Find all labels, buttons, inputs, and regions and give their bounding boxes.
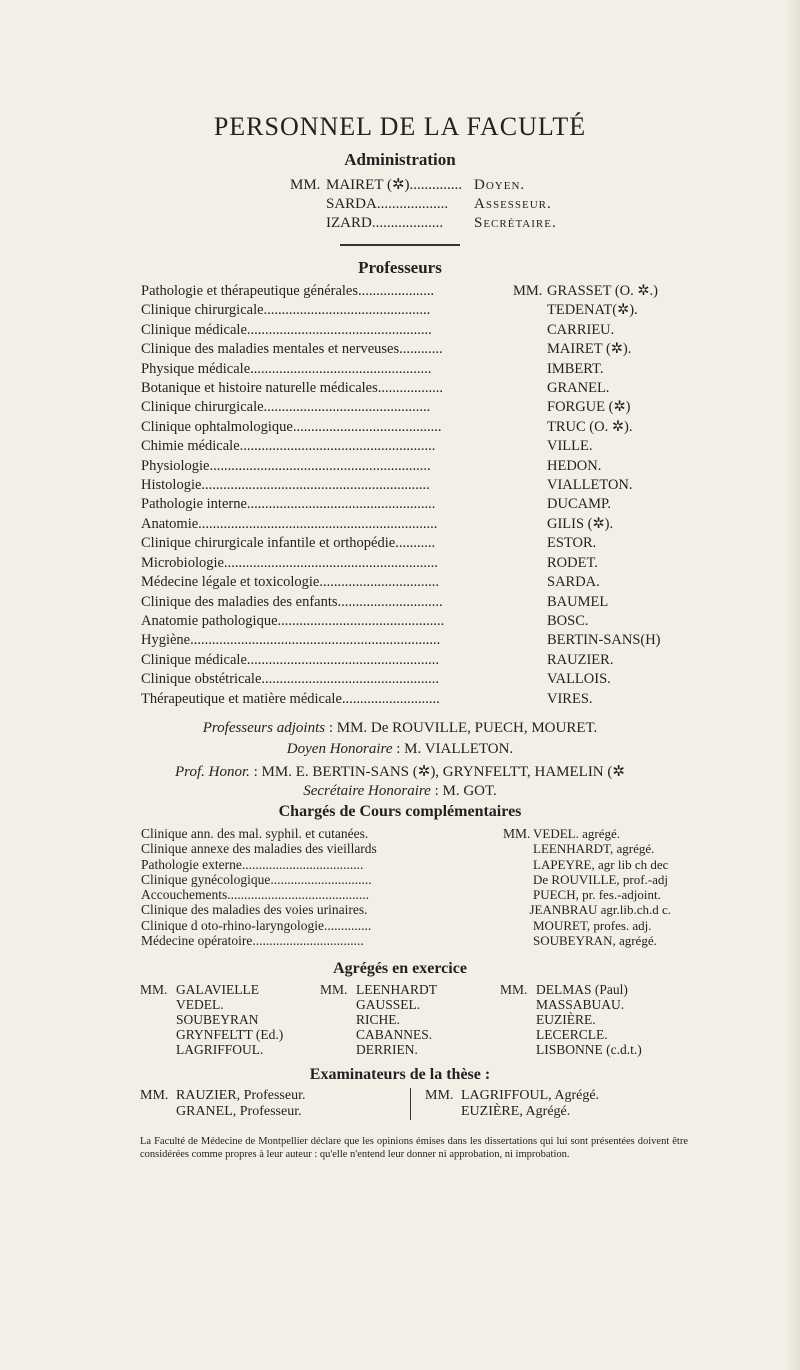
charges-heading: Chargés de Cours complémentaires xyxy=(278,803,522,820)
mm-label: MM. xyxy=(140,982,168,997)
professeur-row xyxy=(141,593,671,612)
professeur-row xyxy=(141,457,671,476)
professeur-name: VALLOIS. xyxy=(547,671,611,688)
chaire-subject: Clinique médicale................................................... xyxy=(141,321,432,338)
cours-subject: Clinique annexe des maladies des vieillards xyxy=(141,841,377,857)
adjoints-names: : MM. De ROUVILLE, PUECH, MOURET. xyxy=(325,720,598,736)
admin-title: Doyen. xyxy=(474,177,526,193)
cours-subject: Clinique ann. des mal. syphil. et cutanées. xyxy=(141,826,369,841)
professeur-name: TEDENAT(✲). xyxy=(547,302,638,319)
professeur-name: RODET. xyxy=(547,554,598,571)
professeur-name: IMBERT. xyxy=(547,360,604,377)
examinateurs-divider xyxy=(410,1088,411,1120)
chaire-subject: Hygiène..................................................................... xyxy=(141,632,441,649)
chaire-subject: Clinique des maladies des enfants............................. xyxy=(141,593,443,610)
agrege-name: SOUBEYRAN xyxy=(176,1012,259,1027)
examinateur-agrege: LAGRIFFOUL, Agrégé. xyxy=(461,1088,600,1103)
agrege-name: CABANNES. xyxy=(356,1027,433,1042)
charge-name: De ROUVILLE, prof.-adj xyxy=(533,871,669,887)
professeur-name: FORGUE (✲) xyxy=(547,399,631,416)
professeur-row xyxy=(141,437,671,456)
administration-list xyxy=(290,176,590,233)
professeur-name: VILLE. xyxy=(547,438,593,455)
mm-label: MM. xyxy=(503,826,531,841)
professeur-name: GRANEL. xyxy=(547,380,610,397)
professeur-row xyxy=(141,476,671,495)
agreges-column xyxy=(500,982,670,1057)
chaire-subject: Physique médicale.................................................. xyxy=(141,360,432,377)
charge-de-cours-row xyxy=(141,857,671,872)
adjoints-label: Professeurs adjoints xyxy=(202,720,326,736)
section-divider xyxy=(340,244,460,246)
professeur-row xyxy=(141,301,671,320)
examinateurs-left xyxy=(140,1088,410,1120)
cours-subject: Clinique d oto-rhino-laryngologie.............. xyxy=(141,917,372,933)
charge-de-cours-row xyxy=(141,902,671,917)
admin-name: MAIRET (✲).............. xyxy=(326,177,463,193)
agreges-column xyxy=(140,982,320,1057)
examinateur-professeur: GRANEL, Professeur. xyxy=(176,1104,302,1119)
professeur-row xyxy=(141,515,671,534)
agreges-grid xyxy=(140,982,670,1057)
doyen-honoraire-label: Doyen Honoraire xyxy=(286,741,393,757)
chaire-subject: Clinique chirurgicale infantile et orthopédie........... xyxy=(141,535,436,552)
professeur-name: VIRES. xyxy=(547,690,593,707)
mm-label: MM. xyxy=(290,177,321,193)
professeur-row xyxy=(141,379,671,398)
admin-name: IZARD................... xyxy=(326,215,444,231)
administration-row xyxy=(290,214,590,233)
chaire-subject: Thérapeutique et matière médicale........................... xyxy=(141,690,440,707)
page-title: PERSONNEL DE LA FACULTÉ xyxy=(213,112,587,141)
administration-heading: Administration xyxy=(344,150,456,169)
agrege-name: DERRIEN. xyxy=(356,1042,418,1057)
chaire-subject: Clinique obstétricale................................................. xyxy=(141,671,440,688)
professeur-name: VIALLETON. xyxy=(547,477,633,494)
charge-name: LAPEYRE, agr lib ch dec xyxy=(533,856,669,872)
professeur-row xyxy=(141,651,671,670)
chaire-subject: Pathologie interne.................................................... xyxy=(141,496,436,513)
chaire-subject: Anatomie pathologique.............................................. xyxy=(141,612,445,629)
professeur-row xyxy=(141,321,671,340)
page-edge-shadow xyxy=(786,0,800,1370)
professeur-name: RAUZIER. xyxy=(547,651,614,668)
charge-name: LEENHARDT, agrégé. xyxy=(533,841,655,857)
professeur-row xyxy=(141,495,671,514)
professeurs-adjoints-line xyxy=(0,720,800,737)
agrege-name: GALAVIELLE xyxy=(176,982,259,997)
mm-label: MM. xyxy=(320,982,348,997)
charge-name: SOUBEYRAN, agrégé. xyxy=(533,933,657,949)
chaire-subject: Anatomie.................................................................. xyxy=(141,515,438,532)
admin-title: Assesseur. xyxy=(474,196,552,212)
faculty-disclaimer: La Faculté de Médecine de Montpellier déclare que les opinions émises dans les dissertations qui lui sont présentées doivent être considérées comme propres à leur auteur : qu'elle n'entend leur donner ni approbation, ni improbation. xyxy=(140,1136,688,1160)
chaire-subject: Physiologie............................................................. xyxy=(141,457,431,474)
professeur-row xyxy=(141,340,671,359)
chaire-subject: Chimie médicale...................................................... xyxy=(141,438,436,455)
agrege-name: GAUSSEL. xyxy=(356,997,421,1012)
cours-subject: Médecine opératoire................................. xyxy=(141,933,364,949)
mm-label: MM. xyxy=(513,283,543,299)
admin-name: SARDA................... xyxy=(326,196,449,212)
professeur-name: SARDA. xyxy=(547,574,600,591)
charge-de-cours-row xyxy=(141,872,671,887)
charge-de-cours-row xyxy=(141,933,671,948)
professeur-row xyxy=(141,690,671,709)
professeur-name: GILIS (✲). xyxy=(547,515,614,532)
agrege-name: LECERCLE. xyxy=(536,1027,608,1042)
charge-de-cours-row xyxy=(141,826,671,841)
chaire-subject: Microbiologie........................................................... xyxy=(141,554,438,571)
chaire-subject: Clinique chirurgicale.............................................. xyxy=(141,302,431,319)
agrege-name: LEENHARDT xyxy=(356,982,437,997)
admin-title: Secrétaire. xyxy=(474,215,557,231)
professeur-name: GRASSET (O. ✲.) xyxy=(547,283,658,299)
secretaire-honoraire-label: Secrétaire Honoraire xyxy=(303,783,431,799)
professeur-row xyxy=(141,573,671,592)
professeur-name: CARRIEU. xyxy=(547,321,615,338)
chaire-subject: Botanique et histoire naturelle médicales.................. xyxy=(141,380,444,397)
agrege-name: GRYNFELTT (Ed.) xyxy=(176,1027,284,1042)
administration-row xyxy=(290,195,590,214)
secretaire-honoraire-name: : M. GOT. xyxy=(430,783,497,799)
chaire-subject: Histologie............................................................... xyxy=(141,477,430,494)
mm-label: MM. xyxy=(425,1088,454,1103)
chaire-subject: Clinique des maladies mentales et nerveuses............ xyxy=(141,341,443,358)
charge-name: PUECH, pr. fes.-adjoint. xyxy=(533,887,661,903)
examinateur-professeur: RAUZIER, Professeur. xyxy=(176,1088,306,1103)
examinateurs-heading: Examinateurs de la thèse : xyxy=(309,1066,491,1083)
mm-label: MM. xyxy=(140,1088,169,1103)
charge-name: JEANBRAU agr.lib.ch.d c. xyxy=(529,902,671,918)
examinateur-agrege: EUZIÈRE, Agrégé. xyxy=(461,1104,571,1119)
examinateurs-grid xyxy=(140,1088,670,1120)
charge-name: VEDEL. agrégé. xyxy=(533,826,620,841)
professeur-row xyxy=(141,360,671,379)
agrege-name: RICHE. xyxy=(356,1012,400,1027)
cours-subject: Pathologie externe.................................... xyxy=(141,856,364,872)
professeur-name: DUCAMP. xyxy=(547,496,612,513)
professeur-row xyxy=(141,534,671,553)
doyen-honoraire-name: : M. VIALLETON. xyxy=(392,741,514,757)
agreges-column xyxy=(320,982,500,1057)
examinateurs-right xyxy=(425,1088,599,1120)
agrege-name: DELMAS (Paul) xyxy=(536,982,628,997)
professeur-row xyxy=(141,631,671,650)
professeur-row xyxy=(141,418,671,437)
secretaire-honoraire-line xyxy=(0,783,800,800)
agrege-name: MASSABUAU. xyxy=(536,997,625,1012)
professeur-row xyxy=(141,670,671,689)
professeur-row xyxy=(141,282,671,301)
agrege-name: EUZIÈRE. xyxy=(536,1012,596,1027)
charge-de-cours-row xyxy=(141,841,671,856)
professeurs-heading: Professeurs xyxy=(358,258,442,277)
chaire-subject: Clinique chirurgicale.............................................. xyxy=(141,399,431,416)
cours-subject: Clinique des maladies des voies urinaires. xyxy=(141,902,368,918)
charge-de-cours-row xyxy=(141,918,671,933)
agrege-name: LAGRIFFOUL. xyxy=(176,1042,264,1057)
professeur-name: TRUC (O. ✲). xyxy=(547,418,633,435)
professeurs-list xyxy=(141,282,671,709)
professeur-name: BERTIN-SANS(H) xyxy=(547,632,661,649)
agrege-name: VEDEL. xyxy=(176,997,224,1012)
professeur-row xyxy=(141,554,671,573)
prof-honoraires-names: : MM. E. BERTIN-SANS (✲), GRYNFELTT, HAMELIN (✲ xyxy=(249,764,625,780)
agreges-names xyxy=(176,982,283,1057)
agreges-names xyxy=(356,982,437,1057)
professeur-name: BOSC. xyxy=(547,612,589,629)
charges-list xyxy=(141,826,671,948)
chaire-subject: Pathologie et thérapeutique générales..................... xyxy=(141,283,435,299)
agreges-names xyxy=(536,982,642,1057)
mm-label: MM. xyxy=(500,982,528,997)
charge-name: MOURET, profes. adj. xyxy=(533,917,652,933)
professeur-name: BAUMEL xyxy=(547,593,609,610)
professeur-row xyxy=(141,612,671,631)
charge-de-cours-row xyxy=(141,887,671,902)
doyen-honoraire-line xyxy=(0,741,800,758)
administration-row xyxy=(290,176,590,195)
professeur-row xyxy=(141,398,671,417)
chaire-subject: Clinique ophtalmologique......................................... xyxy=(141,418,442,435)
agrege-name: LISBONNE (c.d.t.) xyxy=(536,1042,642,1057)
chaire-subject: Clinique médicale..................................................... xyxy=(141,651,440,668)
professeur-name: MAIRET (✲). xyxy=(547,341,632,358)
prof-honoraires-label: Prof. Honor. xyxy=(175,764,250,780)
chaire-subject: Médecine légale et toxicologie................................. xyxy=(141,574,439,591)
professeur-name: HEDON. xyxy=(547,457,602,474)
prof-honoraires-line xyxy=(0,762,800,781)
professeur-name: ESTOR. xyxy=(547,535,597,552)
cours-subject: Accouchements.......................................... xyxy=(141,887,369,903)
cours-subject: Clinique gynécologique.............................. xyxy=(141,871,372,887)
agreges-heading: Agrégés en exercice xyxy=(333,960,467,977)
